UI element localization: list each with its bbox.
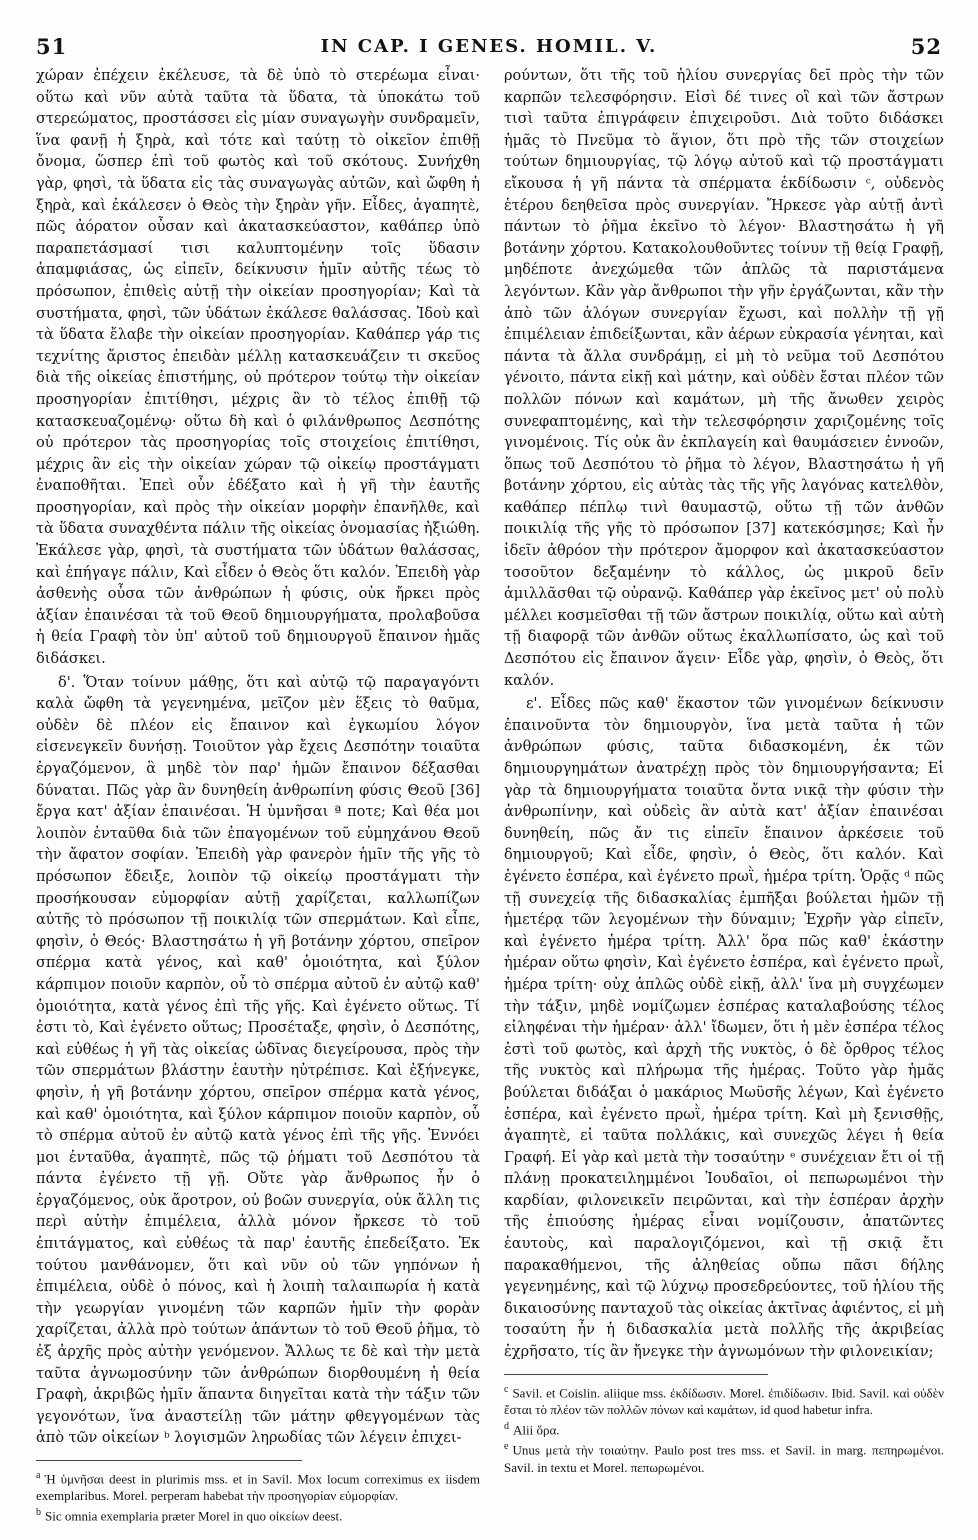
left-footnotes <box>36 1460 480 1525</box>
page-number-right: 52 <box>910 34 942 59</box>
page-header <box>0 34 978 64</box>
footnote-mark: a <box>36 1470 41 1481</box>
footnote-c <box>504 1381 944 1418</box>
left-paragraph-1: χώραν ἐπέχειν ἐκέλευσε, τὰ δὲ ὑπὸ τὸ στερέωμα εἶναι· οὕτω καὶ νῦν αὐτὰ ταῦτα τὰ ὕδατα, τὰ ὑποκάτω τοῦ στερεώματος, προστάσσει εἰς μίαν συναγωγὴν συνδραμεῖν, ἵνα φανῇ ἡ ξηρὰ, καὶ τότε καὶ ταύτῃ τὸ οἰκεῖον ἐπιθῇ ὄνομα, ὥσπερ ἐπὶ τοῦ φωτὸς καὶ τοῦ σκότους. Συνήχθη γὰρ, φησὶ, τὰ ὕδατα εἰς τὰς συναγωγὰς αὐτῶν, καὶ ὤφθη ἡ ξηρὰ, καὶ ἐκάλεσεν ὁ Θεὸς τὴν ξηρὰν γῆν. Εἶδες, ἀγαπητὲ, πῶς ἀόρατον οὖσαν καὶ ἀκατασκεύαστον, καθάπερ ὑπὸ παραπετάσμασί τισι καλυπτομένην τοῖς ὕδασιν ἀπαμφιάσας, ὡς εἰπεῖν, δείκνυσιν ἡμῖν αὐτῆς τέως τὸ πρόσωπον, ἐπιθεὶς αὐτῇ τὴν οἰκείαν προσηγορίαν; Καὶ τὰ συστήματα, φησὶ, τῶν ὑδάτων ἐκάλεσε θαλάσσας. Ἰδοὺ καὶ τὰ ὕδατα ἔλαβε τὴν οἰκείαν προσηγορίαν. Καθάπερ γάρ τις τεχνίτης ἄριστος ἐπειδὰν μέλλῃ κατασκευάζειν τι σκεῦος διὰ τῆς οἰκείας ἐπιστήμης, οὐ πρότερον τούτῳ τὴν οἰκείαν προσηγορίαν ἐπιτίθησι, μέχρις ἂν τὸ τέλος ἐπιθῇ τῷ κατασκευαζομένῳ· οὕτω δὴ καὶ ὁ φιλάνθρωπος Δεσπότης οὐ πρότερον τὰς προσηγορίας τοῖς στοιχείοις ἐπιτίθησι, μέχρις ἂν εἰς τὴν οἰκείαν χώραν τῷ οἰκείῳ προστάγματι ἐναποθῆται. Ἐπεὶ οὖν ἐδέξατο καὶ ἡ γῆ τὴν ἑαυτῆς προσηγορίαν, καὶ πρὸς τὴν οἰκείαν μορφὴν ἐπανῆλθε, καὶ τὰ ὕδατα συναχθέντα πάλιν τῆς οἰκείας ὀνομασίας ἠξιώθη. Ἐκάλεσε γὰρ, φησὶ, τὰ συστήματα τῶν ὑδάτων θαλάσσας, καὶ ἐπήγαγε πάλιν, Καὶ εἶδεν ὁ Θεὸς ὅτι καλόν. Ἐπειδὴ γὰρ ἀσθενὴς οὖσα τῶν ἀνθρώπων ἡ φύσις, οὐκ ἤρκει πρὸς ἀξίαν ἐπαινέσαι τὰ τοῦ Θεοῦ δημιουργήματα, προλαβοῦσα ἡ θεία Γραφὴ τὸν ὑπ' αὐτοῦ τοῦ δημιουργοῦ ἔπαινον ἡμᾶς διδάσκει. <box>36 68 480 668</box>
footnote-mark: c <box>504 1383 509 1395</box>
footnote-b <box>36 1504 480 1524</box>
footnote-mark: e <box>504 1441 509 1453</box>
footnote-mark: b <box>36 1507 41 1519</box>
right-column <box>504 66 944 1476</box>
footnote-text: Unus μετὰ τὴν τοιαύτην. Paulo post tres mss. et Savil. in marg. πεπηρωμένοι. Savil. in textu et Morel. πεπωρωμένοι. <box>504 1442 944 1475</box>
footnote-text: Savil. et Coislin. aliique mss. ἐκδίδωσιν. Morel. ἐπιδίδωσιν. Ibid. Savil. καὶ οὐδὲν ἔσται τὸ πλέον τῶν πολλῶν πόνων καὶ καμάτων, id quod habetur infra. <box>504 1384 944 1417</box>
page-number-left: 51 <box>36 34 68 59</box>
footnote-mark: d <box>504 1420 509 1432</box>
footnote-a <box>36 1467 480 1504</box>
right-paragraph-2: ε'. Εἶδες πῶς καθ' ἕκαστον τῶν γινομένων δείκνυσιν ἐπαινοῦντα τὸν δημιουργὸν, ἵνα μετὰ ταῦτα ἡ τῶν ἀνθρώπων φύσις, ταῦτα διδασκομένη, ἐκ τῶν δημιουργημάτων ἀνατρέχῃ πρὸς τὸν δημιουργήσαντα; Εἰ γὰρ τὰ δημιουργήματα τοιαῦτα ὄντα νικᾷ τὴν φύσιν τὴν ἀνθρωπίνην, καὶ οὐδεὶς ἂν αὐτὰ κατ' ἀξίαν ἐπαινέσαι δυνηθείη, πῶς ἄν τις εἰπεῖν ἔπαινον ἀρκέσειε τοῦ δημιουργοῦ; Καὶ εἶδε, φησὶν, ὁ Θεὸς, ὅτι καλόν. Καὶ ἐγένετο ἑσπέρα, καὶ ἐγένετο πρωῒ, ἡμέρα τρίτη. Ὁρᾷς ᵈ πῶς τῇ συνεχείᾳ τῆς διδασκαλίας ἐμπῆξαι βούλεται ἡμῶν τῇ ἡμετέρᾳ τῶν λεγομένων τὴν δύναμιν; Ἐχρῆν γὰρ εἰπεῖν, καὶ ἐγένετο ἡμέρα τρίτη. Ἀλλ' ὅρα πῶς καθ' ἑκάστην ἡμέραν οὕτω φησὶν, Καὶ ἐγένετο ἑσπέρα, καὶ ἐγένετο πρωῒ, ἡμέρα τρίτη· οὐχ ἁπλῶς οὐδὲ εἰκῇ, ἀλλ' ἵνα μὴ συγχέωμεν τὴν τάξιν, μηδὲ νομίζωμεν ἑσπέρας καταλαβούσης τέλος εἰληφέναι τὴν ἡμέραν· ἀλλ' ἴδωμεν, ὅτι ἡ μὲν ἑσπέρα τέλος ἐστὶ τοῦ φωτὸς, καὶ ἀρχὴ τῆς νυκτὸς, ὁ δὲ ὄρθρος τέλος τῆς νυκτὸς καὶ πλήρωμα τῆς ἡμέρας. Τοῦτο γὰρ ἡμᾶς βούλεται διδάξαι ὁ μακάριος Μωϋσῆς λέγων, Καὶ ἐγένετο ἑσπέρα, καὶ ἐγένετο πρωῒ, ἡμέρα τρίτη. Καὶ μὴ ξενισθῇς, ἀγαπητὲ, εἰ ταῦτα πολλάκις, καὶ συνεχῶς λέγει ἡ θεία Γραφή. Εἰ γὰρ καὶ μετὰ τὴν τοσαύτην ᵉ συνέχειαν ἔτι οἱ τῇ πλάνῃ προκατειλημμένοι Ἰουδαῖοι, οἱ πεπωρωμένοι τὴν καρδίαν, φιλονεικεῖν πειρῶνται, καὶ τὴν ἑσπέραν ἀρχὴν τῆς ἐπιούσης ἡμέρας εἶναι νομίζουσιν, ἀπατῶντες ἑαυτοὺς, καὶ παραλογιζόμενοι, καὶ τῇ σκιᾷ ἔτι παρακαθήμενοι, τῆς ἀληθείας οὔπω πᾶσι δήλης γεγενημένης, καὶ τῷ λύχνῳ προσεδρεύοντες, τοῦ ἡλίου τῆς δικαιοσύνης πανταχοῦ τὰς οἰκείας ἀκτῖνας ἀφιέντος, εἰ μὴ τοσαύτη ἦν ἡ διδασκαλία μετὰ πολλῆς τῆς ἀκριβείας ἐχρῆσατο, τίς ἂν ἤνεγκε τὴν ἀγνωμόνων τὴν φιλονεικίαν; <box>504 696 944 1361</box>
footnote-rule <box>36 1460 302 1461</box>
footnote-text: Ἡ ὑμνῆσαι deest in plurimis mss. et in Savil. Mox locum correximus ex iisdem exemplaribus. Morel. perperam habebat τὴν προσηγορίαν εὐμορφίαν. <box>36 1471 480 1504</box>
right-paragraph-1: ρούντων, ὅτι τῆς τοῦ ἡλίου συνεργίας δεῖ πρὸς τὴν τῶν καρπῶν τελεσφόρησιν. Εἰσὶ δέ τινες οἳ καὶ τῶν ἄστρων τισὶ ταῦτα ἐπιγράφειν ἐπιχειροῦσι. Διὰ τοῦτο διδάσκει ἡμᾶς τὸ Πνεῦμα τὸ ἅγιον, ὅτι πρὸ τῆς τῶν στοιχείων τούτων δημιουργίας, τῷ λόγῳ αὐτοῦ καὶ τῷ προστάγματι εἴκουσα ἡ γῆ πάντα τὰ σπέρματα ἐκδίδωσιν ᶜ, οὐδενὸς ἑτέρου δεηθεῖσα πρὸς συνεργίαν. Ἤρκεσε γὰρ αὐτῇ ἀντὶ πάντων τὸ ῥῆμα ἐκεῖνο τὸ λέγον· Βλαστησάτω ἡ γῆ βοτάνην χόρτου. Κατακολουθοῦντες τοίνυν τῇ θείᾳ Γραφῇ, μηδέποτε ἀνεχώμεθα τῶν ἁπλῶς τὰ παριστάμενα λεγόντων. Κἂν γὰρ ἄνθρωποι τὴν γῆν ἐργάζωνται, κἂν τὴν ἀπὸ τῶν ἀλόγων συνεργίαν ἔχωσι, καὶ πολλὴν τῇ γῇ ἐπιμέλειαν ἐπιδείξωνται, κἂν ἀέρων εὐκρασία γένηται, καὶ πάντα τὰ ἄλλα συνδράμῃ, εἰ μὴ τὸ νεῦμα τοῦ Δεσπότου γένοιτο, πάντα εἰκῇ καὶ μάτην, καὶ οὐδὲν ἔσται πλέον τῶν πολλῶν πόνων καὶ καμάτων, μὴ τῆς ἄνωθεν χειρὸς συνεφαπτομένης, καὶ τὴν τελεσφόρησιν χαριζομένης τοῖς γινομένοις. Τίς οὐκ ἂν ἐκπλαγείη καὶ θαυμάσειεν ἐννοῶν, ὅπως τοῦ Δεσπότου τὸ ῥῆμα τὸ λέγον, Βλαστησάτω ἡ γῆ βοτάνην χόρτου, εἰς αὐτὰς τὰς τῆς γῆς λαγόνας κατελθὸν, καθάπερ πέπλῳ τινὶ θαυμαστῷ, οὕτω τῇ τῶν ἀνθῶν ποικιλίᾳ τῆς γῆς τὸ πρόσωπον [37] κατεκόσμησε; Καὶ ἦν ἰδεῖν ἀθρόον τὴν πρότερον ἄμορφον καὶ ἀκατασκεύαστον τοσοῦτον δεξαμένην τὸ κάλλος, ὡς μικροῦ δεῖν ἁμιλλᾶσθαι τῷ οὐρανῷ. Καθάπερ γὰρ ἐκεῖνος μετ' οὐ πολὺ μέλλει κοσμεῖσθαι τῇ τῶν ἄστρων ποικιλίᾳ, οὕτω καὶ αὐτὴ τῇ διαφορᾷ τῶν ἀνθῶν οὕτως ἐκαλλωπίσατο, ὡς καὶ τοῦ Δεσπότου εἰς ἔπαινον ἄγειν· Εἶδε γὰρ, φησὶν, ὁ Θεὸς, ὅτι καλόν. <box>504 68 944 689</box>
footnote-text: Alii ὅρα. <box>513 1422 560 1438</box>
footnote-text: Sic omnia exemplaria præter Morel in quo οἰκείων deest. <box>45 1508 343 1524</box>
left-paragraph-2: δ'. Ὅταν τοίνυν μάθῃς, ὅτι καὶ αὐτῷ τῷ παραγαγόντι καλὰ ὤφθη τὰ γεγενημένα, μεῖζον μὲν ἕξεις τὸ θαῦμα, οὐδὲν δὲ πλέον εἰς ἔπαινον καὶ ἐγκωμίου λόγον εἰσενεγκεῖν δυνήσῃ. Τοιοῦτον γὰρ ἔχεις Δεσπότην τοιαῦτα ἐργαζόμενον, ἃ μηδὲ τὸν παρ' ἡμῶν ἔπαινον δέξασθαι δύναται. Πῶς γὰρ ἂν δυνηθείη ἀνθρωπίνη φύσις Θεοῦ [36] ἔργα κατ' ἀξίαν ἐπαινέσαι. Ἡ ὑμνῆσαι ª ποτε; Καὶ θέα μοι λοιπὸν ἐνταῦθα διὰ τῶν ἐπαγομένων τοῦ εὐμηχάνου Θεοῦ τὴν ἄφατον σοφίαν. Ἐπειδὴ γὰρ φανερὸν ἡμῖν τῆς γῆς τὸ πρόσωπον ἔδειξε, λοιπὸν τῷ οἰκείῳ προστάγματι τὴν προσήκουσαν εὐμορφίαν αὐτῇ χαρίζεται, καλλωπίζων αὐτῆς τὸ πρόσωπον τῇ ποικιλίᾳ τῶν σπερμάτων. Καὶ εἶπε, φησὶν, ὁ Θεός· Βλαστησάτω ἡ γῆ βοτάνην χόρτου, σπεῖρον σπέρμα κατὰ γένος, καὶ καθ' ὁμοιότητα, καὶ ξύλον κάρπιμον ποιοῦν καρπὸν, οὗ τὸ σπέρμα αὐτοῦ ἐν αὐτῷ καθ' ὁμοιότητα, κατὰ γένος ἐπὶ τῆς γῆς. Καὶ ἐγένετο οὕτως. Τί ἐστι τὸ, Καὶ ἐγένετο οὕτως; Προσέταξε, φησὶν, ὁ Δεσπότης, καὶ εὐθέως ἡ γῆ τὰς οἰκείας ὠδῖνας διεγείρουσα, πρὸς τὴν τῶν σπερμάτων βλάστην ἑαυτὴν ηὐτρέπισε. Καὶ ἐξήνεγκε, φησὶν, ἡ γῆ βοτάνην χόρτου, σπεῖρον σπέρμα κατὰ γένος, καὶ καθ' ὁμοιότητα, καὶ ξύλον κάρπιμον ποιοῦν καρπὸν, οὗ τὸ σπέρμα αὐτοῦ ἐν αὐτῷ κατὰ γένος ἐπὶ τῆς γῆς. Ἐννόει μοι ἐνταῦθα, ἀγαπητὲ, πῶς τῷ ῥήματι τοῦ Δεσπότου τὰ πάντα ἐγένετο τῇ γῇ. Οὔτε γὰρ ἄνθρωπος ἦν ὁ ἐργαζόμενος, οὐκ ἄροτρον, οὐ βοῶν συνεργία, οὐκ ἄλλη τις περὶ αὐτὴν ἐπιμέλεια, ἀλλὰ μόνον ἤρκεσε τὸ τοῦ ἐπιτάγματος, καὶ εὐθέως τὰ παρ' ἑαυτῆς ἐπεδείξατο. Ἐκ τούτου μανθάνομεν, ὅτι καὶ νῦν οὐ τῶν γηπόνων ἡ ἐπιμέλεια, οὐδὲ ὁ πόνος, καὶ ἡ λοιπὴ ταλαιπωρία ἡ κατὰ τὴν γεωργίαν γινομένη τῶν καρπῶν ἡμῖν τὴν φορὰν χαρίζεται, ἀλλὰ πρὸ τούτων ἁπάντων τὸ τοῦ Θεοῦ ῥῆμα, τὸ ἐξ ἀρχῆς πρὸς αὐτὴν γενόμενον. Ἄλλως τε δὲ καὶ τὴν μετὰ ταῦτα ἀγνωμοσύνην τῶν ἀνθρώπων διορθουμένη ἡ θεία Γραφὴ, ἀκριβῶς ἡμῖν ἅπαντα διηγεῖται κατὰ τὴν τάξιν τῶν γεγονότων, ἵνα ἀναστείλῃ τῶν μάτην φθεγγομένων τὰς ἀπὸ τῶν οἰκείων ᵇ λογισμῶν ληρωδίας τῶν λέγειν ἐπιχει- <box>36 674 480 1447</box>
footnote-e <box>504 1438 944 1475</box>
footnote-d <box>504 1418 944 1438</box>
right-footnotes <box>504 1374 944 1476</box>
running-title: IN CAP. I GENES. HOMIL. V. <box>320 36 658 57</box>
left-column <box>36 66 480 1525</box>
footnote-rule <box>504 1374 768 1375</box>
